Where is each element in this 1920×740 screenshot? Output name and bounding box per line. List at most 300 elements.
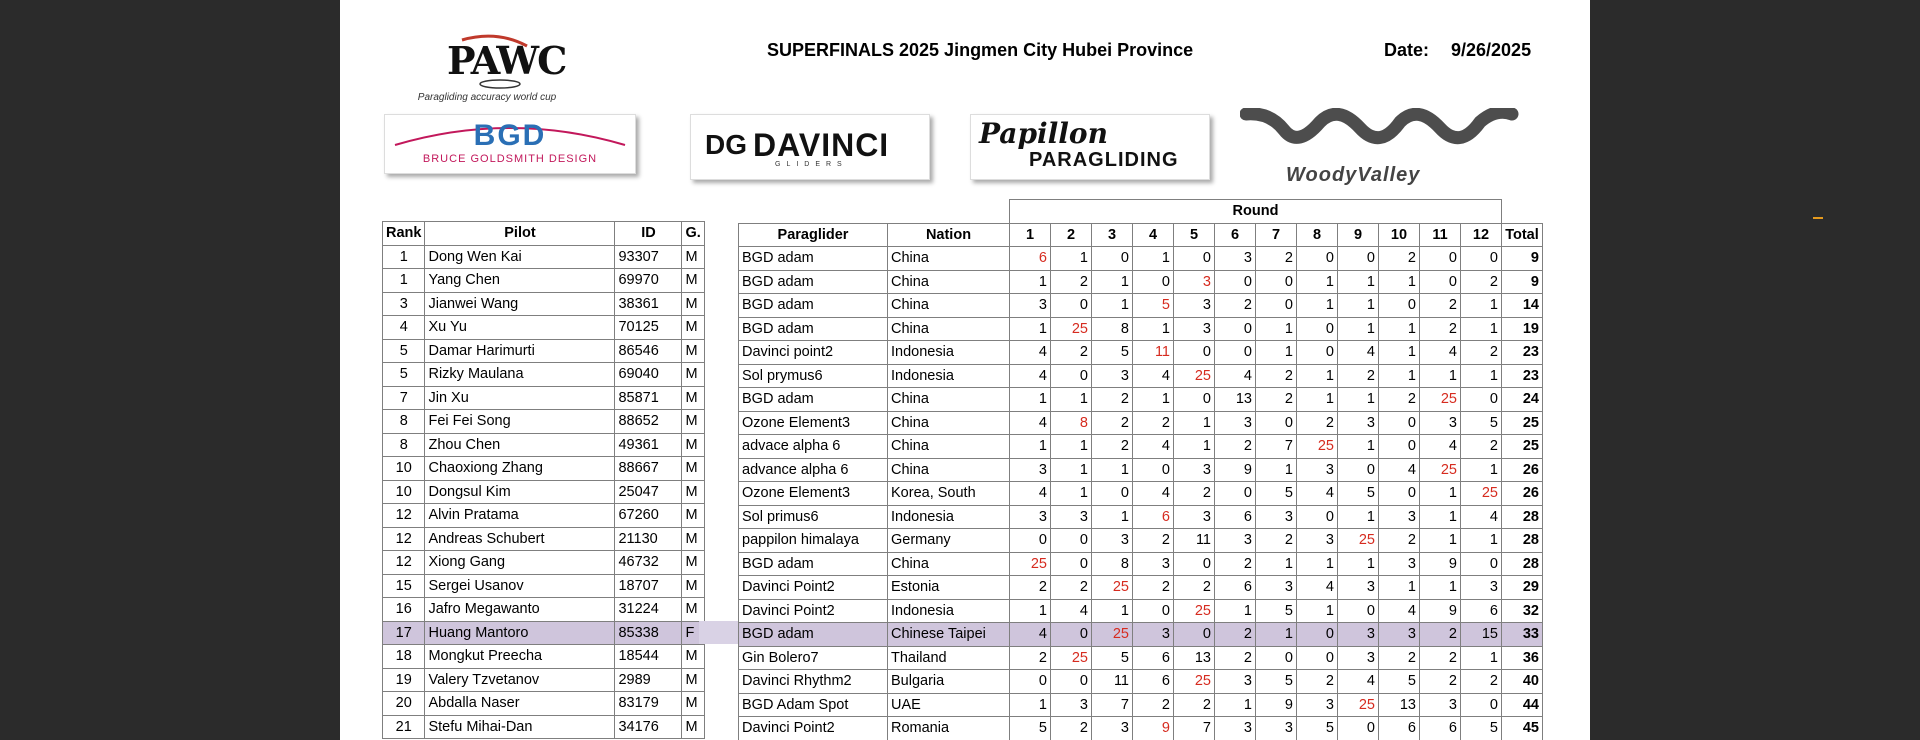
round-score-cell: 7 xyxy=(1256,435,1297,459)
round-score-cell: 4 xyxy=(1379,458,1420,482)
round-score-cell: 1 xyxy=(1338,552,1379,576)
round-score-cell: 13 xyxy=(1379,693,1420,717)
round-score-cell: 0 xyxy=(1461,693,1502,717)
round-score-cell: 1 xyxy=(1051,247,1092,271)
round-score-cell: 0 xyxy=(1297,247,1338,271)
round-score-cell: 2 xyxy=(1256,388,1297,412)
pilot-id-cell: 49361 xyxy=(615,433,682,457)
round-score-cell: 6 xyxy=(1215,576,1256,600)
round-score-cell: 1 xyxy=(1297,364,1338,388)
round-score-cell: 2 xyxy=(1461,435,1502,459)
pilot-row xyxy=(383,715,705,739)
round-score-cell: 0 xyxy=(1215,270,1256,294)
round-score-cell: 2 xyxy=(1297,670,1338,694)
pilot-id-cell: 18544 xyxy=(615,645,682,669)
round-score-cell: 0 xyxy=(1379,482,1420,506)
round-score-cell: 6 xyxy=(1133,646,1174,670)
col-round-header: 4 xyxy=(1133,223,1174,247)
pilot-id-cell: 21130 xyxy=(615,527,682,551)
total-cell: 40 xyxy=(1502,670,1543,694)
score-row xyxy=(739,623,1543,647)
round-score-cell: 1 xyxy=(1338,270,1379,294)
round-score-cell: 1 xyxy=(1092,505,1133,529)
round-score-cell: 3 xyxy=(1174,458,1215,482)
col-round-header: 3 xyxy=(1092,223,1133,247)
round-score-cell: 1 xyxy=(1010,435,1051,459)
round-score-cell: 2 xyxy=(1461,341,1502,365)
nation-cell: China xyxy=(888,294,1010,318)
nation-cell: Indonesia xyxy=(888,599,1010,623)
round-score-cell: 2 xyxy=(1379,646,1420,670)
pilot-table-header xyxy=(383,222,705,246)
davinci-name: DAVINCI xyxy=(753,127,890,163)
round-score-cell: 1 xyxy=(1297,270,1338,294)
rank-cell: 5 xyxy=(383,363,425,387)
round-score-cell: 0 xyxy=(1133,599,1174,623)
pilot-name-cell: Xiong Gang xyxy=(425,551,615,575)
round-score-cell: 1 xyxy=(1133,247,1174,271)
round-score-cell: 1 xyxy=(1379,317,1420,341)
pilot-id-cell: 2989 xyxy=(615,668,682,692)
round-score-cell: 3 xyxy=(1256,505,1297,529)
round-score-cell: 0 xyxy=(1256,411,1297,435)
col-glider-header: Paraglider xyxy=(739,223,888,247)
total-cell: 28 xyxy=(1502,505,1543,529)
round-score-cell: 1 xyxy=(1010,317,1051,341)
pilot-row xyxy=(383,645,705,669)
round-score-cell: 4 xyxy=(1420,341,1461,365)
round-score-cell: 1 xyxy=(1297,294,1338,318)
round-score-cell: 3 xyxy=(1174,505,1215,529)
rank-cell: 19 xyxy=(383,668,425,692)
rank-cell: 10 xyxy=(383,457,425,481)
round-score-cell: 1 xyxy=(1092,599,1133,623)
round-score-cell: 25 xyxy=(1092,623,1133,647)
round-score-cell: 8 xyxy=(1051,411,1092,435)
round-score-cell: 25 xyxy=(1338,693,1379,717)
total-cell: 28 xyxy=(1502,552,1543,576)
round-score-cell: 0 xyxy=(1174,341,1215,365)
pilot-id-cell: 93307 xyxy=(615,245,682,269)
round-score-cell: 8 xyxy=(1092,317,1133,341)
pilot-row xyxy=(383,692,705,716)
round-score-cell: 9 xyxy=(1420,599,1461,623)
gender-cell: M xyxy=(682,269,704,293)
round-score-cell: 4 xyxy=(1297,576,1338,600)
rank-cell: 20 xyxy=(383,692,425,716)
paraglider-cell: BGD adam xyxy=(739,388,888,412)
pilot-name-cell: Chaoxiong Zhang xyxy=(425,457,615,481)
pilot-name-cell: Abdalla Naser xyxy=(425,692,615,716)
round-score-cell: 1 xyxy=(1461,317,1502,341)
round-score-cell: 15 xyxy=(1461,623,1502,647)
round-score-cell: 2 xyxy=(1420,646,1461,670)
total-cell: 14 xyxy=(1502,294,1543,318)
round-score-cell: 4 xyxy=(1010,623,1051,647)
gender-cell: F xyxy=(682,621,704,645)
total-cell: 26 xyxy=(1502,482,1543,506)
pilot-row xyxy=(383,551,705,575)
scores-table-header xyxy=(739,223,1543,247)
nation-cell: Romania xyxy=(888,717,1010,740)
round-score-cell: 1 xyxy=(1461,294,1502,318)
rank-cell: 21 xyxy=(383,715,425,739)
round-score-cell: 0 xyxy=(1461,552,1502,576)
score-row xyxy=(739,294,1543,318)
rank-cell: 1 xyxy=(383,269,425,293)
round-score-cell: 2 xyxy=(1051,270,1092,294)
score-row xyxy=(739,670,1543,694)
round-score-cell: 4 xyxy=(1133,364,1174,388)
rank-cell: 5 xyxy=(383,339,425,363)
total-cell: 32 xyxy=(1502,599,1543,623)
round-score-cell: 0 xyxy=(1010,670,1051,694)
round-score-cell: 2 xyxy=(1092,388,1133,412)
nation-cell: China xyxy=(888,458,1010,482)
round-score-cell: 3 xyxy=(1297,693,1338,717)
nation-cell: Indonesia xyxy=(888,505,1010,529)
round-score-cell: 3 xyxy=(1010,294,1051,318)
paraglider-cell: advace alpha 6 xyxy=(739,435,888,459)
gender-cell: M xyxy=(682,363,704,387)
round-score-cell: 4 xyxy=(1338,670,1379,694)
round-score-cell: 1 xyxy=(1379,341,1420,365)
score-row xyxy=(739,599,1543,623)
round-score-cell: 3 xyxy=(1256,717,1297,740)
highlight-connector xyxy=(699,621,738,644)
pilot-id-cell: 88667 xyxy=(615,457,682,481)
round-score-cell: 3 xyxy=(1256,576,1297,600)
pilot-id-cell: 31224 xyxy=(615,598,682,622)
col-rank-header: Rank xyxy=(383,222,425,246)
pilot-id-cell: 83179 xyxy=(615,692,682,716)
paraglider-cell: Davinci point2 xyxy=(739,341,888,365)
round-score-cell: 1 xyxy=(1256,317,1297,341)
pilot-name-cell: Mongkut Preecha xyxy=(425,645,615,669)
round-score-cell: 3 xyxy=(1338,646,1379,670)
pilot-name-cell: Rizky Maulana xyxy=(425,363,615,387)
round-score-cell: 3 xyxy=(1420,411,1461,435)
round-score-cell: 3 xyxy=(1338,623,1379,647)
round-score-cell: 4 xyxy=(1010,411,1051,435)
round-score-cell: 0 xyxy=(1215,317,1256,341)
round-score-cell: 25 xyxy=(1420,458,1461,482)
gender-cell: M xyxy=(682,574,704,598)
scores-table xyxy=(738,199,1543,740)
round-score-cell: 0 xyxy=(1092,482,1133,506)
date-label: Date: xyxy=(1384,40,1430,60)
round-score-cell: 1 xyxy=(1420,505,1461,529)
round-score-cell: 2 xyxy=(1092,411,1133,435)
round-score-cell: 6 xyxy=(1010,247,1051,271)
round-score-cell: 1 xyxy=(1461,646,1502,670)
pilot-name-cell: Stefu Mihai-Dan xyxy=(425,715,615,739)
col-round-header: 9 xyxy=(1338,223,1379,247)
round-score-cell: 13 xyxy=(1215,388,1256,412)
pilot-name-cell: Xu Yu xyxy=(425,316,615,340)
round-score-cell: 1 xyxy=(1010,599,1051,623)
rank-cell: 3 xyxy=(383,292,425,316)
pilot-row xyxy=(383,527,705,551)
round-score-cell: 0 xyxy=(1215,482,1256,506)
round-score-cell: 4 xyxy=(1051,599,1092,623)
score-row xyxy=(739,693,1543,717)
col-round-header: 1 xyxy=(1010,223,1051,247)
gender-cell: M xyxy=(682,410,704,434)
round-score-cell: 2 xyxy=(1215,294,1256,318)
round-score-cell: 0 xyxy=(1297,505,1338,529)
round-score-cell: 2 xyxy=(1133,576,1174,600)
round-score-cell: 1 xyxy=(1010,388,1051,412)
round-score-cell: 1 xyxy=(1379,364,1420,388)
round-score-cell: 3 xyxy=(1379,623,1420,647)
score-row xyxy=(739,364,1543,388)
score-row xyxy=(739,388,1543,412)
gender-cell: M xyxy=(682,245,704,269)
round-score-cell: 4 xyxy=(1133,435,1174,459)
round-score-cell: 4 xyxy=(1379,599,1420,623)
round-score-cell: 1 xyxy=(1092,270,1133,294)
round-score-cell: 2 xyxy=(1379,529,1420,553)
round-score-cell: 3 xyxy=(1174,317,1215,341)
gender-cell: M xyxy=(682,527,704,551)
round-score-cell: 3 xyxy=(1215,411,1256,435)
round-score-cell: 3 xyxy=(1215,670,1256,694)
paraglider-cell: BGD adam xyxy=(739,623,888,647)
pilot-name-cell: Fei Fei Song xyxy=(425,410,615,434)
nation-cell: Bulgaria xyxy=(888,670,1010,694)
nation-cell: China xyxy=(888,552,1010,576)
round-score-cell: 1 xyxy=(1010,270,1051,294)
paraglider-cell: Sol prymus6 xyxy=(739,364,888,388)
round-score-cell: 1 xyxy=(1010,693,1051,717)
round-score-cell: 0 xyxy=(1174,388,1215,412)
round-score-cell: 1 xyxy=(1092,458,1133,482)
nation-cell: Thailand xyxy=(888,646,1010,670)
round-score-cell: 0 xyxy=(1420,270,1461,294)
round-score-cell: 1 xyxy=(1297,388,1338,412)
round-score-cell: 5 xyxy=(1256,482,1297,506)
bgd-name: BRUCE GOLDSMITH DESIGN xyxy=(422,153,598,165)
round-group-spacer-end xyxy=(1502,200,1543,224)
round-score-cell: 3 xyxy=(1461,576,1502,600)
pilot-id-cell: 85871 xyxy=(615,386,682,410)
round-score-cell: 1 xyxy=(1133,317,1174,341)
round-score-cell: 0 xyxy=(1051,623,1092,647)
round-score-cell: 3 xyxy=(1215,529,1256,553)
round-score-cell: 6 xyxy=(1420,717,1461,740)
round-score-cell: 25 xyxy=(1420,388,1461,412)
papillon-script: Papillon xyxy=(979,117,1108,150)
round-score-cell: 3 xyxy=(1420,693,1461,717)
round-score-cell: 2 xyxy=(1379,247,1420,271)
round-score-cell: 1 xyxy=(1256,623,1297,647)
round-score-cell: 4 xyxy=(1461,505,1502,529)
round-score-cell: 3 xyxy=(1010,505,1051,529)
round-score-cell: 1 xyxy=(1051,435,1092,459)
round-score-cell: 1 xyxy=(1420,576,1461,600)
round-score-cell: 1 xyxy=(1051,388,1092,412)
round-score-cell: 9 xyxy=(1256,693,1297,717)
round-score-cell: 3 xyxy=(1092,364,1133,388)
gender-cell: M xyxy=(682,339,704,363)
round-score-cell: 2 xyxy=(1215,646,1256,670)
round-score-cell: 1 xyxy=(1379,270,1420,294)
col-total-header: Total xyxy=(1502,223,1543,247)
round-score-cell: 2 xyxy=(1420,670,1461,694)
pilot-name-cell: Zhou Chen xyxy=(425,433,615,457)
round-score-cell: 0 xyxy=(1297,341,1338,365)
round-score-cell: 3 xyxy=(1297,529,1338,553)
rank-cell: 1 xyxy=(383,245,425,269)
round-score-cell: 2 xyxy=(1420,294,1461,318)
col-round-header: 8 xyxy=(1297,223,1338,247)
rank-cell: 16 xyxy=(383,598,425,622)
round-score-cell: 3 xyxy=(1297,458,1338,482)
col-id-header: ID xyxy=(615,222,682,246)
total-cell: 25 xyxy=(1502,411,1543,435)
round-score-cell: 25 xyxy=(1174,599,1215,623)
round-score-cell: 1 xyxy=(1379,576,1420,600)
davinci-mark: DG xyxy=(705,129,747,160)
bgd-mark: BGD xyxy=(473,119,547,152)
round-score-cell: 1 xyxy=(1338,388,1379,412)
pilot-row xyxy=(383,292,705,316)
round-score-cell: 25 xyxy=(1092,576,1133,600)
total-cell: 19 xyxy=(1502,317,1543,341)
pilot-name-cell: Dong Wen Kai xyxy=(425,245,615,269)
round-score-cell: 3 xyxy=(1051,505,1092,529)
total-cell: 29 xyxy=(1502,576,1543,600)
round-score-cell: 25 xyxy=(1297,435,1338,459)
col-round-header: 11 xyxy=(1420,223,1461,247)
round-score-cell: 3 xyxy=(1215,717,1256,740)
paraglider-cell: BGD adam xyxy=(739,247,888,271)
round-score-cell: 4 xyxy=(1297,482,1338,506)
round-score-cell: 1 xyxy=(1297,599,1338,623)
round-score-cell: 5 xyxy=(1461,411,1502,435)
round-score-cell: 0 xyxy=(1256,270,1297,294)
round-score-cell: 4 xyxy=(1010,364,1051,388)
col-nation-header: Nation xyxy=(888,223,1010,247)
round-score-cell: 2 xyxy=(1379,388,1420,412)
bgd-sponsor-logo xyxy=(384,114,636,174)
round-score-cell: 0 xyxy=(1379,294,1420,318)
pilot-id-cell: 69040 xyxy=(615,363,682,387)
gender-cell: M xyxy=(682,668,704,692)
paraglider-cell: Davinci Point2 xyxy=(739,717,888,740)
gender-cell: M xyxy=(682,292,704,316)
round-score-cell: 1 xyxy=(1420,482,1461,506)
round-score-cell: 1 xyxy=(1297,552,1338,576)
round-score-cell: 1 xyxy=(1215,599,1256,623)
round-score-cell: 0 xyxy=(1256,294,1297,318)
round-score-cell: 1 xyxy=(1174,411,1215,435)
total-cell: 45 xyxy=(1502,717,1543,740)
round-score-cell: 2 xyxy=(1133,693,1174,717)
woodyvalley-sponsor-logo xyxy=(1240,108,1530,186)
round-score-cell: 6 xyxy=(1215,505,1256,529)
round-score-cell: 2 xyxy=(1256,247,1297,271)
nation-cell: Indonesia xyxy=(888,364,1010,388)
nation-cell: Germany xyxy=(888,529,1010,553)
round-group-row xyxy=(739,200,1543,224)
total-cell: 33 xyxy=(1502,623,1543,647)
round-score-cell: 5 xyxy=(1297,717,1338,740)
round-score-cell: 25 xyxy=(1051,646,1092,670)
round-score-cell: 0 xyxy=(1051,529,1092,553)
score-row xyxy=(739,552,1543,576)
round-score-cell: 0 xyxy=(1338,599,1379,623)
round-score-cell: 3 xyxy=(1174,294,1215,318)
pilot-name-cell: Sergei Usanov xyxy=(425,574,615,598)
paraglider-cell: Gin Bolero7 xyxy=(739,646,888,670)
round-score-cell: 2 xyxy=(1174,482,1215,506)
pilot-row xyxy=(383,574,705,598)
rank-cell: 4 xyxy=(383,316,425,340)
pilot-row xyxy=(383,480,705,504)
round-score-cell: 2 xyxy=(1133,529,1174,553)
nation-cell: Korea, South xyxy=(888,482,1010,506)
round-score-cell: 1 xyxy=(1420,529,1461,553)
gender-cell: M xyxy=(682,715,704,739)
nation-cell: China xyxy=(888,435,1010,459)
pilot-id-cell: 46732 xyxy=(615,551,682,575)
round-score-cell: 2 xyxy=(1420,317,1461,341)
round-score-cell: 4 xyxy=(1133,482,1174,506)
woodyvalley-name: WoodyValley xyxy=(1286,164,1421,186)
round-score-cell: 25 xyxy=(1338,529,1379,553)
davinci-sponsor-logo xyxy=(690,114,930,180)
round-score-cell: 25 xyxy=(1174,670,1215,694)
woodyvalley-wave-icon xyxy=(1240,108,1530,158)
pilot-name-cell: Jafro Megawanto xyxy=(425,598,615,622)
score-row xyxy=(739,458,1543,482)
score-row xyxy=(739,646,1543,670)
round-score-cell: 9 xyxy=(1215,458,1256,482)
col-gender-header: G. xyxy=(682,222,704,246)
round-score-cell: 5 xyxy=(1256,670,1297,694)
round-score-cell: 2 xyxy=(1297,411,1338,435)
gender-cell: M xyxy=(682,551,704,575)
round-score-cell: 1 xyxy=(1461,529,1502,553)
rank-cell: 8 xyxy=(383,433,425,457)
score-row xyxy=(739,717,1543,740)
round-score-cell: 6 xyxy=(1461,599,1502,623)
gender-cell: M xyxy=(682,480,704,504)
round-score-cell: 6 xyxy=(1379,717,1420,740)
pilot-row xyxy=(383,245,705,269)
round-score-cell: 1 xyxy=(1338,435,1379,459)
round-score-cell: 0 xyxy=(1051,364,1092,388)
round-score-cell: 1 xyxy=(1338,505,1379,529)
round-score-cell: 0 xyxy=(1338,458,1379,482)
round-score-cell: 2 xyxy=(1174,576,1215,600)
round-score-cell: 2 xyxy=(1420,623,1461,647)
gender-cell: M xyxy=(682,504,704,528)
round-score-cell: 3 xyxy=(1379,505,1420,529)
pilot-table xyxy=(382,221,705,739)
rank-cell: 12 xyxy=(383,504,425,528)
round-score-cell: 0 xyxy=(1379,411,1420,435)
pilot-id-cell: 25047 xyxy=(615,480,682,504)
total-cell: 26 xyxy=(1502,458,1543,482)
pilot-id-cell: 34176 xyxy=(615,715,682,739)
pilot-id-cell: 18707 xyxy=(615,574,682,598)
rank-cell: 18 xyxy=(383,645,425,669)
rank-cell: 10 xyxy=(383,480,425,504)
round-score-cell: 1 xyxy=(1174,435,1215,459)
